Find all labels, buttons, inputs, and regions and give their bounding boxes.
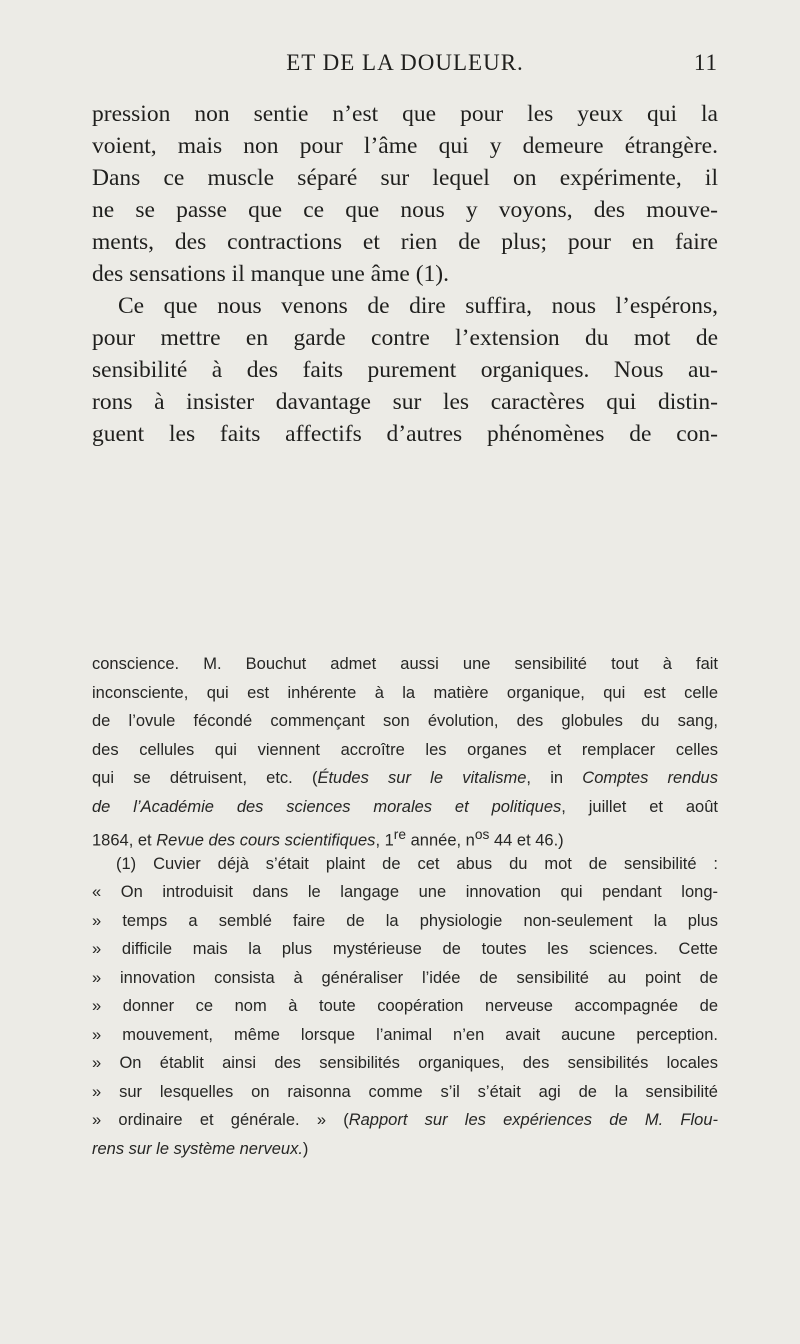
footnote-italic: Rapport sur les expériences de M. Flou-	[348, 1111, 718, 1129]
footnote-italic: Revue des cours scientifiques	[156, 831, 376, 850]
text-line: pression non sentie n’est que pour les yeux qui la	[92, 101, 718, 127]
footnote-line	[92, 1106, 718, 1135]
footnote-text: 1864, et	[92, 831, 157, 850]
footnote-line: » mouvement, même lorsque l’animal n’en avait aucune perception.	[92, 1025, 718, 1044]
footnote-line: » donner ce nom à toute coopération nerveuse accompagnée de	[92, 997, 718, 1015]
footnote-text: » ordinaire et générale. » (	[92, 1111, 349, 1129]
text-line: Ce que nous venons de dire suffira, nous l’espérons,	[118, 293, 718, 319]
footnote-italic: Comptes rendus	[582, 769, 718, 787]
footnote-text: qui se détruisent, etc. (	[92, 769, 318, 787]
footnote-line: » temps a semblé faire de la physiologie non-seulement la plus	[92, 911, 718, 930]
running-title: ET DE LA DOULEUR.	[286, 50, 524, 75]
text-line: des sensations il manque une âme (1).	[92, 261, 449, 287]
footnote-italic: rens sur le système nerveux.	[92, 1139, 303, 1158]
superscript: os	[474, 827, 490, 842]
text-line: sensibilité à des faits purement organiques. Nous au-	[92, 357, 718, 383]
footnote-line: » innovation consista à généraliser l’idée de sensibilité au point de	[92, 968, 718, 987]
footnote-line	[92, 764, 718, 793]
main-text	[92, 98, 718, 450]
footnote-text: , in	[526, 769, 583, 787]
footnote-text: )	[302, 1139, 309, 1158]
text-line: voient, mais non pour l’âme qui y demeure étrangère.	[92, 133, 718, 159]
footnote-line: » On établit ainsi des sensibilités organiques, des sensibilités locales	[92, 1054, 718, 1072]
footnote-line: des cellules qui viennent accroître les organes et remplacer celles	[92, 740, 718, 759]
footnote-line: » sur lesquelles on raisonna comme s’il s’était agi de la sensibilité	[92, 1082, 718, 1101]
text-line: rons à insister davantage sur les caractères qui distin-	[92, 389, 718, 415]
footnote-text: , juillet et août	[561, 797, 718, 816]
footnote-italic: Études sur le vitalisme	[317, 769, 527, 787]
footnote-text: année, n	[406, 831, 475, 850]
text-line: Dans ce muscle séparé sur lequel on expérimente, il	[92, 165, 718, 191]
superscript: re	[393, 827, 407, 842]
text-line: guent les faits affectifs d’autres phénomènes de con-	[92, 421, 718, 447]
text-line: pour mettre en garde contre l’extension du mot de	[92, 325, 718, 351]
footnote-line: » difficile mais la plus mystérieuse de toutes les sciences. Cette	[92, 940, 718, 958]
footnote-text: 44 et 46.)	[489, 831, 564, 850]
text-line: ne se passe que ce que nous y voyons, des mouve-	[92, 197, 718, 223]
footnote-line: (1) Cuvier déjà s’était plaint de cet abus du mot de sensibilité :	[116, 854, 718, 873]
footnote-line	[92, 821, 718, 850]
footnote-line: de l’ovule fécondé commençant son évolution, des globules du sang,	[92, 712, 718, 730]
footnote-text: , 1	[375, 831, 394, 850]
footnote-line: conscience. M. Bouchut admet aussi une sensibilité tout à fait	[92, 655, 718, 673]
footnote-line: « On introduisit dans le langage une innovation qui pendant long-	[92, 883, 718, 901]
page-number: 11	[693, 50, 718, 75]
footnotes	[92, 650, 718, 1163]
footnote-line	[92, 1135, 718, 1164]
running-header	[92, 50, 718, 82]
footnote-line: inconsciente, qui est inhérente à la matière organique, qui est celle	[92, 683, 718, 702]
footnote-line	[92, 793, 718, 822]
text-line: ments, des contractions et rien de plus; pour en faire	[92, 229, 718, 255]
footnote-italic: de l’Académie des sciences morales et politiques	[92, 797, 562, 816]
